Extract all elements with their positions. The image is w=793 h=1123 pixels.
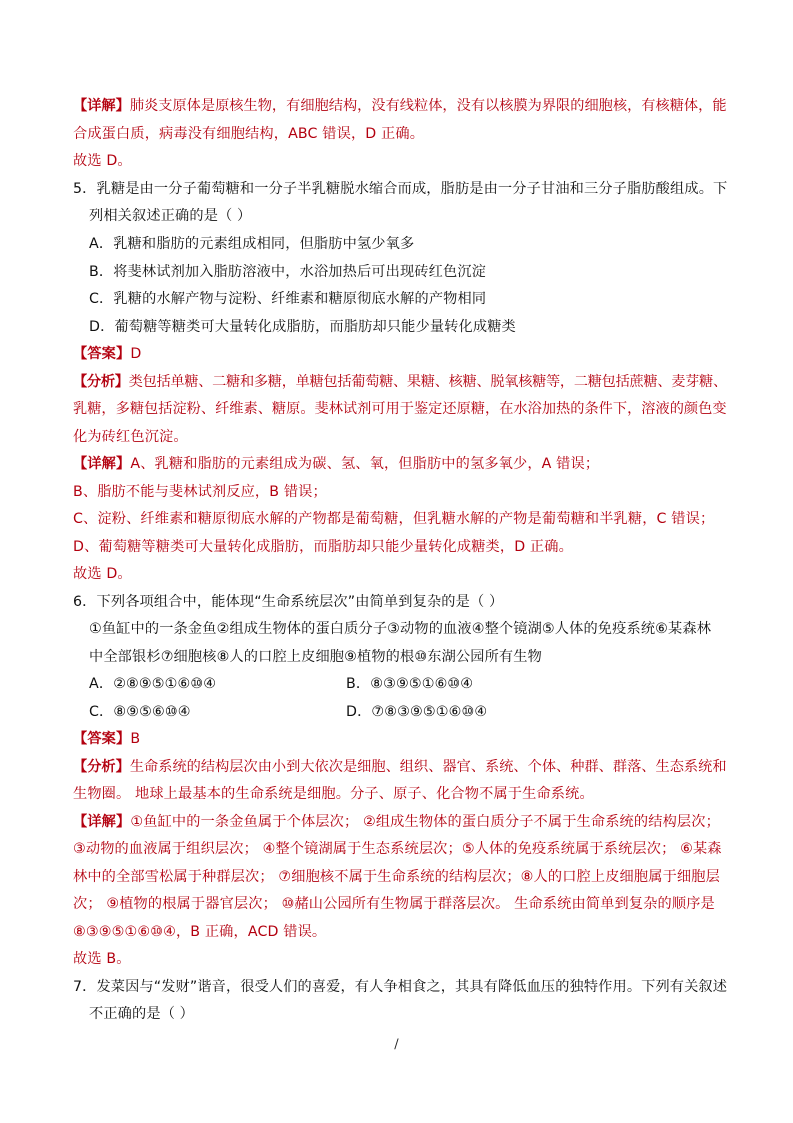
q6-answer <box>73 728 140 750</box>
q5-conclusion: 故选 D。 <box>73 566 132 582</box>
q5-stem-line-1: 5．乳糖是由一分子葡萄糖和一分子半乳糖脱水缩合而成，脂肪是由一分子甘油和三分子脂肪酸组成。下 <box>73 181 728 197</box>
q4-detail-line-1 <box>73 95 727 117</box>
q5-answer-value: D <box>130 346 142 362</box>
q5-option-b: B．将斐林试剂加入脂肪溶液中，水浴加热后可出现砖红色沉淀 <box>89 264 486 280</box>
q6-conclusion: 故选 B。 <box>73 951 131 967</box>
q6-option-b: B．⑧③⑨⑤①⑥⑩④ <box>346 676 474 692</box>
q5-stem-line-2: 列相关叙述正确的是（ ） <box>89 208 252 224</box>
answer-tag: 【答案】 <box>73 346 131 362</box>
q5-analysis-line-3: 化为砖红色沉淀。 <box>73 429 188 445</box>
q5-detail-text-1: A、乳糖和脂肪的元素组成为碳、氢、氧，但脂肪中的氢多氧少，A 错误； <box>130 456 600 472</box>
q5-option-a: A．乳糖和脂肪的元素组成相同，但脂肪中氢少氧多 <box>89 236 415 252</box>
q6-detail-line-1 <box>73 811 720 833</box>
page-number: / <box>394 1037 399 1052</box>
detail-tag: 【详解】 <box>73 814 131 830</box>
q6-detail-text-1: ①鱼缸中的一条金鱼属于个体层次； ②组成生物体的蛋白质分子不属于生命系统的结构层次； <box>130 814 720 830</box>
q5-answer <box>73 343 141 365</box>
q5-option-d: D．葡萄糖等糖类可大量转化成脂肪，而脂肪却只能少量转化成糖类 <box>89 319 516 335</box>
q6-answer-value: B <box>130 731 141 747</box>
q7-stem-line-1: 7．发菜因与“发财”谐音，很受人们的喜爱，有人争相食之，其具有降低血压的独特作用。下列有关叙述 <box>73 979 728 995</box>
q4-detail-line-2: 合成蛋白质，病毒没有细胞结构，ABC 错误，D 正确。 <box>73 126 425 142</box>
q6-stem: 6．下列各项组合中，能体现“生命系统层次”由简单到复杂的是（ ） <box>73 594 504 610</box>
analysis-tag: 【分析】 <box>73 374 129 390</box>
q6-detail-line-5: ⑧③⑨⑤①⑥⑩④，B 正确，ACD 错误。 <box>73 924 327 940</box>
q5-detail-line-2: B、脂肪不能与斐林试剂反应，B 错误； <box>73 484 327 500</box>
q5-detail-line-1 <box>73 453 599 475</box>
q6-analysis-text-1: 生命系统的结构层次由小到大依次是细胞、组织、器官、系统、个体、种群、群落、生态系统和 <box>129 759 727 775</box>
q6-analysis-line-1 <box>73 756 727 778</box>
q5-detail-line-3: C、淀粉、纤维素和糖原彻底水解的产物都是葡萄糖，但乳糖水解的产物是葡萄糖和半乳糖，C 错误； <box>73 511 715 527</box>
answer-tag: 【答案】 <box>73 731 131 747</box>
q6-items-line-2: 中全部银杉⑦细胞核⑧人的口腔上皮细胞⑨植物的根⑩东湖公园所有生物 <box>89 649 542 665</box>
q6-detail-line-2: ③动物的血液属于组织层次； ④整个镜湖属于生态系统层次；⑤人体的免疫系统属于系统层次； ⑥某森 <box>73 841 722 857</box>
q6-items-line-1: ①鱼缸中的一条金鱼②组成生物体的蛋白质分子③动物的血液④整个镜湖⑤人体的免疫系统⑥某森林 <box>89 621 712 637</box>
detail-tag: 【详解】 <box>73 456 131 472</box>
q6-option-c: C．⑧⑨⑤⑥⑩④ <box>89 704 191 720</box>
q4-detail-text-1: 肺炎支原体是原核生物，有细胞结构，没有线粒体，没有以核膜为界限的细胞核，有核糖体，能 <box>129 98 727 114</box>
q6-option-d: D．⑦⑧③⑨⑤①⑥⑩④ <box>346 704 488 720</box>
q5-detail-line-4: D、葡萄糖等糖类可大量转化成脂肪，而脂肪却只能少量转化成糖类，D 正确。 <box>73 539 573 555</box>
q4-conclusion: 故选 D。 <box>73 153 132 169</box>
q6-option-a: A．②⑧⑨⑤①⑥⑩④ <box>89 676 217 692</box>
q5-option-c: C．乳糖的水解产物与淀粉、纤维素和糖原彻底水解的产物相同 <box>89 291 487 307</box>
q5-analysis-line-2: 乳糖，多糖包括淀粉、纤维素、糖原。斐林试剂可用于鉴定还原糖，在水浴加热的条件下，溶液的颜色变 <box>73 401 727 417</box>
q7-stem-line-2: 不正确的是（ ） <box>89 1006 195 1022</box>
q6-detail-line-3: 林中的全部雪松属于种群层次； ⑦细胞核不属于生命系统的结构层次；⑧人的口腔上皮细胞属于细胞层 <box>73 869 720 885</box>
q6-detail-line-4: 次； ⑨植物的根属于器官层次； ⑩赭山公园所有生物属于群落层次。 生命系统由简单到复杂的顺序是 <box>73 896 715 912</box>
q5-analysis-line-1 <box>73 371 727 393</box>
detail-tag: 【详解】 <box>73 98 130 114</box>
q5-analysis-text-1: 类包括单糖、二糖和多糖，单糖包括葡萄糖、果糖、核糖、脱氧核糖等，二糖包括蔗糖、麦芽糖、 <box>128 374 727 390</box>
q6-analysis-line-2: 生物圈。 地球上最基本的生命系统是细胞。分子、原子、化合物不属于生命系统。 <box>73 786 594 802</box>
analysis-tag: 【分析】 <box>73 759 130 775</box>
